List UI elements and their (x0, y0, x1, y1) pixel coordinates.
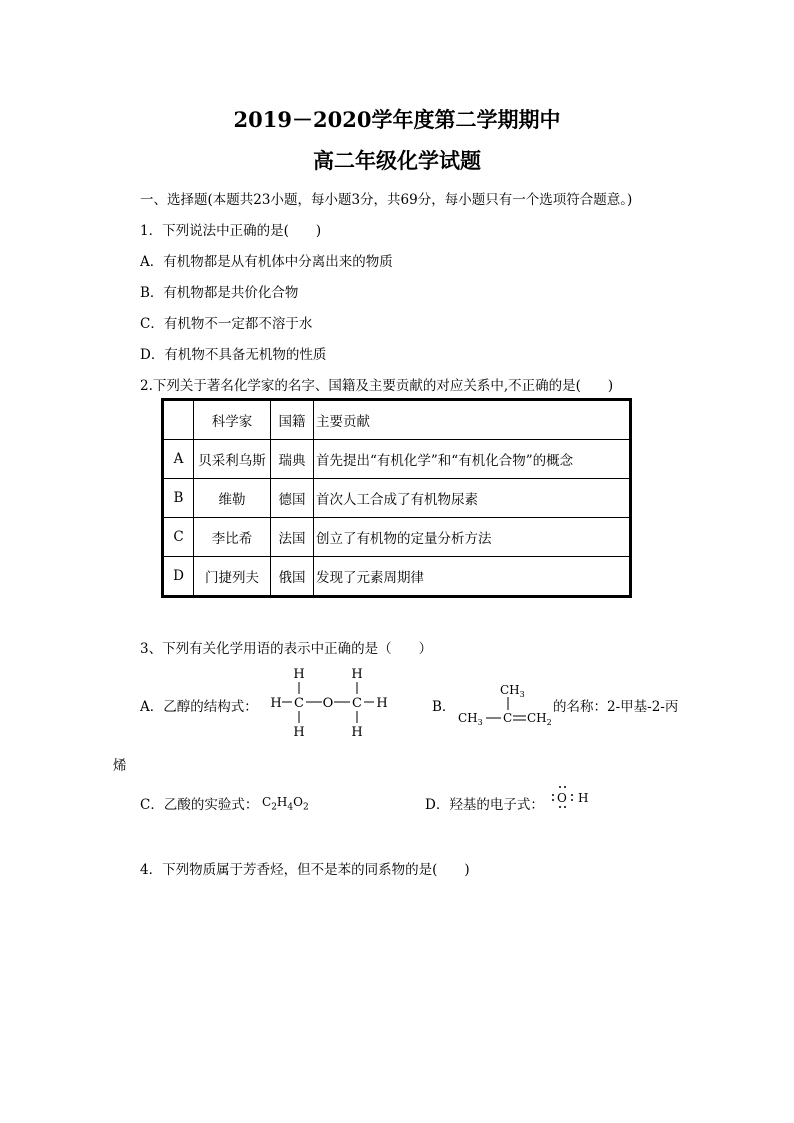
question-3-option-d-label: D．羟基的电子式： (425, 797, 544, 813)
question-1-option-a: A．有机物都是从有机体中分离出来的物质 (140, 254, 393, 270)
atom-label: O (322, 696, 334, 711)
question-1-option-b: B．有机物都是共价化合物 (140, 285, 299, 301)
question-3-option-b-label: B． (432, 699, 456, 715)
page-title: 2019－2020学年度第二学期期中 (233, 107, 561, 132)
table-cell: 德国 (271, 479, 314, 518)
table-header-cell: 科学家 (194, 400, 271, 440)
page-subtitle: 高二年级化学试题 (313, 148, 481, 173)
table-cell: 俄国 (271, 557, 314, 597)
table-cell: 李比希 (194, 518, 271, 557)
question-1-stem: 1．下列说法中正确的是( ) (140, 223, 322, 239)
atom-label: H (293, 667, 305, 682)
table-cell: 创立了有机物的定量分析方法 (314, 518, 631, 557)
table-cell: 贝采利乌斯 (194, 440, 271, 479)
table-row (163, 440, 631, 479)
table-row (163, 518, 631, 557)
question-3-option-a-label: A．乙醇的结构式： (140, 699, 258, 715)
atom-label: H (270, 696, 282, 711)
section-heading: 一、选择题(本题共23小题，每小题3分，共69分，每小题只有一个选项符合题意。) (140, 192, 633, 208)
table-cell: B (163, 479, 194, 518)
table-header-cell (163, 400, 194, 440)
table-cell: A (163, 440, 194, 479)
question-2-stem: 2.下列关于著名化学家的名字、国籍及主要贡献的对应关系中,不正确的是( ) (140, 378, 614, 394)
table-cell: D (163, 557, 194, 597)
atom-label: C (294, 696, 304, 711)
atom-label: H (293, 725, 305, 740)
atom-label: C (352, 696, 362, 711)
atom-label: C (503, 711, 513, 725)
ethanol-structural-formula (268, 664, 400, 742)
table-cell: 首先提出“有机化学”和“有机化合物”的概念 (314, 440, 631, 479)
table-cell: C (163, 518, 194, 557)
table-cell: 瑞典 (271, 440, 314, 479)
hydroxyl-electron-formula (548, 782, 594, 810)
table-cell: 门捷列夫 (194, 557, 271, 597)
table-header-cell: 主要贡献 (314, 400, 631, 440)
question-4-stem: 4．下列物质属于芳香烃，但不是苯的同系物的是( ) (140, 862, 470, 878)
atom-label: $CH_2$ (527, 711, 552, 727)
acetic-acid-empirical-formula: $C_2H_4O_2$ (262, 795, 309, 813)
question-3-stem: 3、下列有关化学用语的表示中正确的是（ ） (140, 641, 433, 657)
chemists-table (161, 398, 632, 598)
table-cell: 首次人工合成了有机物尿素 (314, 479, 631, 518)
methylpropene-structure (456, 680, 556, 728)
table-header-cell: 国籍 (271, 400, 314, 440)
table-cell: 法国 (271, 518, 314, 557)
atom-label: $CH_3$ (458, 711, 483, 727)
question-1-option-c: C．有机物不一定都不溶于水 (140, 316, 313, 332)
atom-label: $CH_3$ (500, 683, 525, 699)
question-1-option-d: D．有机物不具备无机物的性质 (140, 347, 327, 363)
table-header-row (163, 400, 631, 440)
table-row (163, 557, 631, 597)
atom-label: O (557, 791, 567, 805)
table-cell: 发现了元素周期律 (314, 557, 631, 597)
table-row (163, 479, 631, 518)
question-3-option-c-label: C．乙酸的实验式： (140, 797, 259, 813)
atom-label: H (376, 696, 388, 711)
table-cell: 维勒 (194, 479, 271, 518)
atom-label: H (351, 725, 363, 740)
question-3-option-b-wrap: 烯 (113, 758, 127, 774)
atom-label: H (351, 667, 363, 682)
question-3-option-b-name: 的名称：2-甲基-2-丙 (553, 699, 679, 715)
atom-label: H (578, 791, 589, 805)
